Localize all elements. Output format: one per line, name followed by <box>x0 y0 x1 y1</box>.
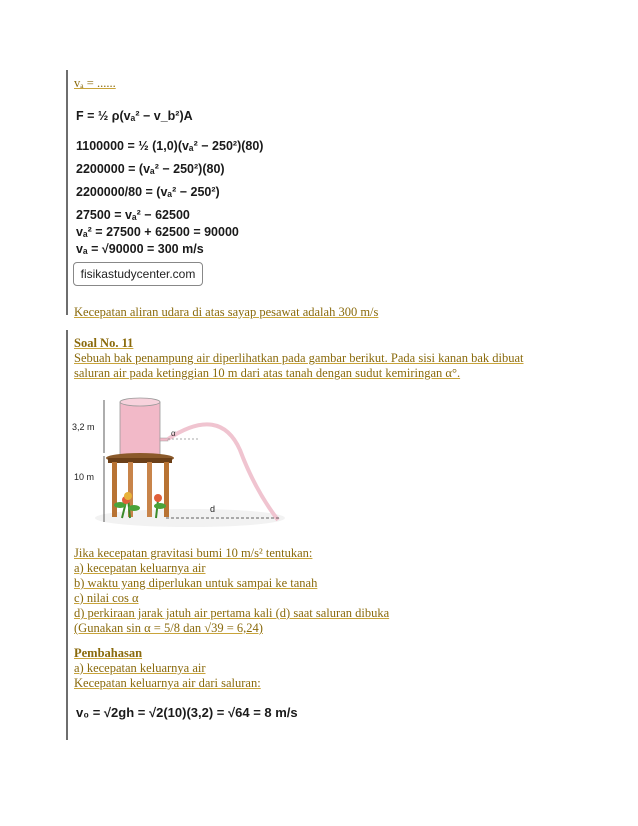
derivation-3: 2200000/80 = (vₐ² − 250²) <box>76 185 220 199</box>
table-leg-4 <box>164 462 169 517</box>
label-stand-height: 10 m <box>74 472 95 482</box>
questions-intro: Jika kecepatan gravitasi bumi 10 m/s² tentukan: <box>74 546 313 560</box>
derivation-2: 2200000 = (vₐ² − 250²)(80) <box>76 162 225 176</box>
derivation-4: 27500 = vₐ² − 62500 <box>76 208 190 222</box>
angle-label: α <box>171 429 176 438</box>
tank-figure <box>70 390 290 535</box>
derivation-6: vₐ = √90000 = 300 m/s <box>76 242 204 256</box>
derivation-0: F = ½ ρ(vₐ² − v_b²)A <box>76 109 193 123</box>
solution-intro: Kecepatan keluarnya air dari saluran: <box>74 676 261 690</box>
table-leg-1 <box>112 462 117 517</box>
tank-top <box>120 398 160 406</box>
question-c: c) nilai cos α <box>74 591 139 605</box>
va-line: vₐ = ...... <box>74 76 116 90</box>
left-border-bottom <box>66 330 68 740</box>
left-border-top <box>66 70 68 315</box>
derivation-5: vₐ² = 27500 + 62500 = 90000 <box>76 225 239 239</box>
outlet-pipe <box>160 438 168 441</box>
problem-line-2: saluran air pada ketinggian 10 m dari atas tanah dengan sudut kemiringan α°. <box>74 366 461 380</box>
conclusion: Kecepatan aliran udara di atas sayap pesawat adalah 300 m/s <box>74 305 379 319</box>
velocity-formula: v₀ = √2gh = √2(10)(3,2) = √64 = 8 m/s <box>76 705 298 720</box>
question-a: a) kecepatan keluarnya air <box>74 561 206 575</box>
tank-body <box>120 402 160 456</box>
question-hint: (Gunakan sin α = 5/8 dan √39 = 6,24) <box>74 621 263 635</box>
question-d: d) perkiraan jarak jatuh air pertama kali (d) saat saluran dibuka <box>74 606 390 620</box>
table-apron <box>108 458 172 463</box>
label-distance: d <box>210 504 216 514</box>
label-tank-height: 3,2 m <box>72 422 95 432</box>
derivation-1: 1100000 = ½ (1,0)(vₐ² − 250²)(80) <box>76 139 264 153</box>
question-b: b) waktu yang diperlukan untuk sampai ke tanah <box>74 576 318 590</box>
table-leg-3 <box>147 462 152 517</box>
problem-line-1: Sebuah bak penampung air diperlihatkan pada gambar berikut. Pada sisi kanan bak dibuat <box>74 351 524 365</box>
solution-title: Pembahasan <box>74 646 143 660</box>
problem-title: Soal No. 11 <box>74 336 134 350</box>
watermark: fisikastudycenter.com <box>73 262 203 286</box>
solution-a: a) kecepatan keluarnya air <box>74 661 206 675</box>
